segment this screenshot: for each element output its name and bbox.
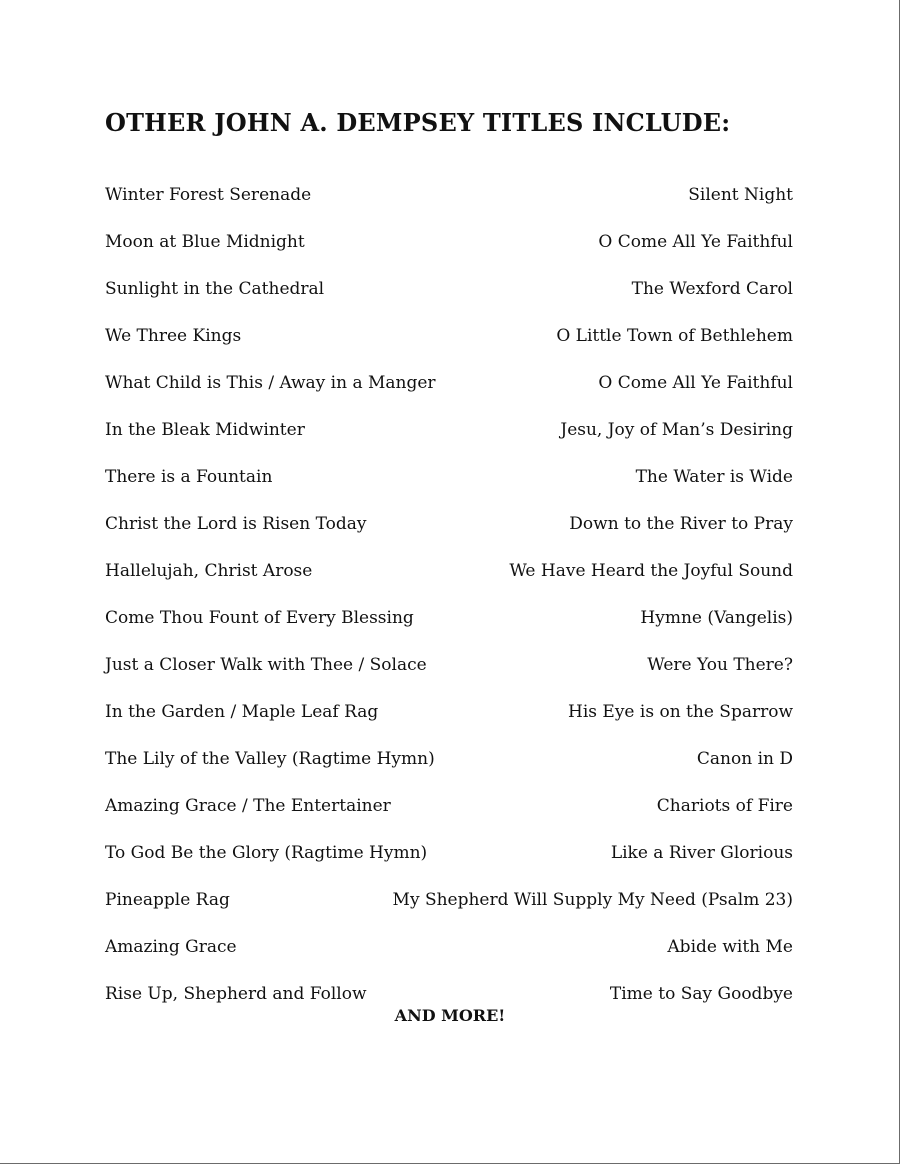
- title-left: Amazing Grace: [105, 937, 237, 957]
- title-right: Chariots of Fire: [656, 796, 793, 816]
- title-row: [105, 933, 793, 980]
- title-left: Moon at Blue Midnight: [105, 232, 305, 252]
- title-left: Hallelujah, Christ Arose: [105, 561, 313, 581]
- title-row: [105, 886, 793, 933]
- title-right: Were You There?: [647, 655, 793, 675]
- title-left: We Three Kings: [105, 326, 242, 346]
- title-row: [105, 745, 793, 792]
- title-row: [105, 275, 793, 322]
- and-more-label: AND MORE!: [394, 1006, 506, 1025]
- title-right: Abide with Me: [667, 937, 793, 957]
- title-right: Down to the River to Pray: [569, 514, 793, 534]
- title-right: The Wexford Carol: [631, 279, 793, 299]
- title-left: Just a Closer Walk with Thee / Solace: [105, 655, 427, 675]
- title-right: Canon in D: [696, 749, 793, 769]
- title-right: My Shepherd Will Supply My Need (Psalm 23): [392, 890, 793, 910]
- title-row: [105, 416, 793, 463]
- title-right: Silent Night: [688, 185, 793, 205]
- title-right: Hymne (Vangelis): [640, 608, 793, 628]
- title-right: Jesu, Joy of Man’s Desiring: [560, 420, 793, 440]
- title-row: [105, 322, 793, 369]
- title-right: O Little Town of Bethlehem: [556, 326, 793, 346]
- title-left: Pineapple Rag: [105, 890, 230, 910]
- title-right: His Eye is on the Sparrow: [568, 702, 793, 722]
- title-left: There is a Fountain: [105, 467, 273, 487]
- page-title: OTHER JOHN A. DEMPSEY TITLES INCLUDE:: [105, 108, 731, 137]
- title-left: What Child is This / Away in a Manger: [105, 373, 436, 393]
- title-right: Like a River Glorious: [610, 843, 793, 863]
- title-row: [105, 604, 793, 651]
- title-row: [105, 839, 793, 886]
- title-right: O Come All Ye Faithful: [598, 373, 793, 393]
- title-left: To God Be the Glory (Ragtime Hymn): [105, 843, 428, 863]
- title-left: In the Bleak Midwinter: [105, 420, 305, 440]
- titles-list: [105, 181, 793, 1027]
- title-left: In the Garden / Maple Leaf Rag: [105, 702, 379, 722]
- title-left: Amazing Grace / The Entertainer: [105, 796, 391, 816]
- title-left: Come Thou Fount of Every Blessing: [105, 608, 414, 628]
- title-row: [105, 510, 793, 557]
- title-left: Rise Up, Shepherd and Follow: [105, 984, 367, 1004]
- title-row: [105, 792, 793, 839]
- title-right: We Have Heard the Joyful Sound: [509, 561, 793, 581]
- title-row: [105, 369, 793, 416]
- title-row: [105, 651, 793, 698]
- title-left: Sunlight in the Cathedral: [105, 279, 325, 299]
- title-left: Winter Forest Serenade: [105, 185, 312, 205]
- title-row: [105, 463, 793, 510]
- title-right: The Water is Wide: [635, 467, 793, 487]
- title-row: [105, 698, 793, 745]
- title-left: Christ the Lord is Risen Today: [105, 514, 367, 534]
- title-row: [105, 228, 793, 275]
- title-row: [105, 181, 793, 228]
- title-right: O Come All Ye Faithful: [598, 232, 793, 252]
- title-right: Time to Say Goodbye: [609, 984, 793, 1004]
- title-row: [105, 557, 793, 604]
- title-left: The Lily of the Valley (Ragtime Hymn): [105, 749, 435, 769]
